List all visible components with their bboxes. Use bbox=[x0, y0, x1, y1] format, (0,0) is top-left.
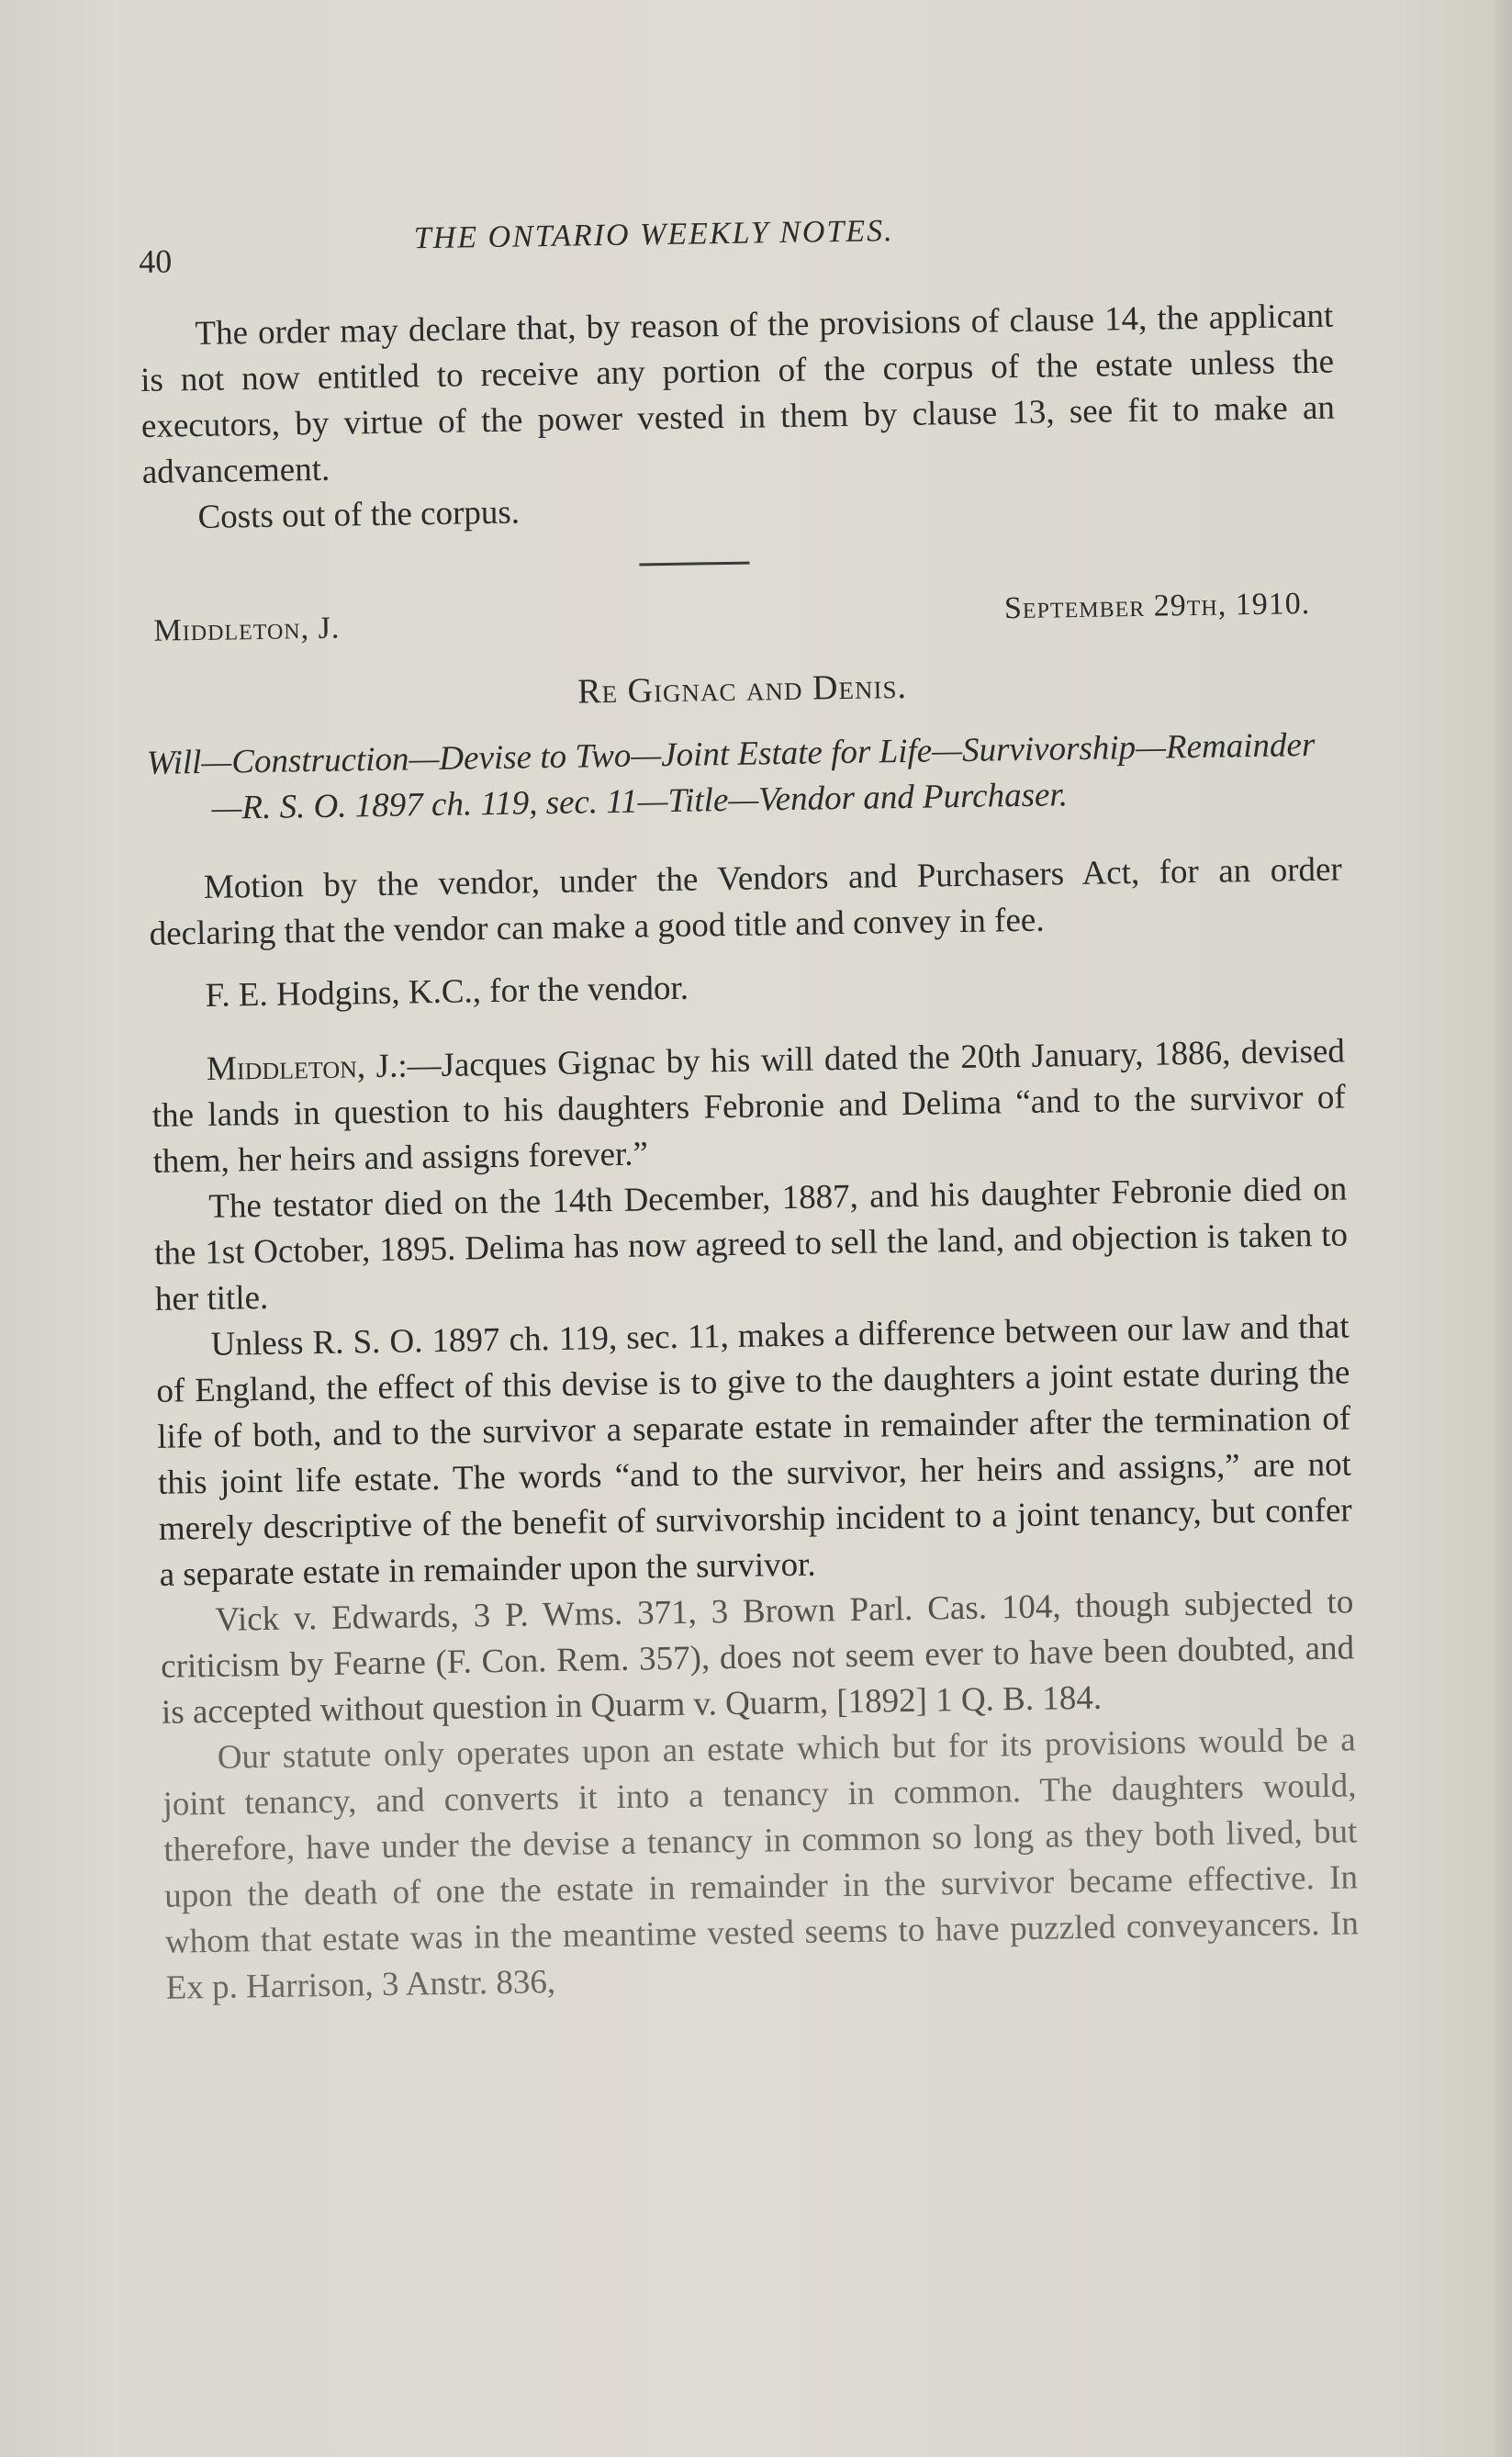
running-head: THE ONTARIO WEEKLY NOTES. bbox=[413, 214, 894, 256]
judgment-judge: Middleton, J. bbox=[206, 1047, 398, 1088]
counsel-line: F. E. Hodgins, K.C., for the vendor. bbox=[205, 969, 689, 1015]
case-byline bbox=[144, 578, 1338, 660]
judge-name: Middleton, J. bbox=[153, 611, 341, 648]
page-header bbox=[138, 174, 1332, 280]
motion-paragraph: Motion by the vendor, under the Vendors and Purchasers Act, for an order declaring that the vendor can make a good title and convey in fee. bbox=[149, 850, 1343, 953]
judgment-paragraph-1 bbox=[151, 1028, 1347, 1184]
costs-paragraph: Costs out of the corpus. bbox=[197, 493, 521, 537]
judgment-paragraph-1-text: :—Jacques Gignac by his will dated the 20th January, 1886, devised the lands in question to his daughters Febronie and Delima “and to the survivor of them, her heirs and assigns forever.” bbox=[151, 1032, 1346, 1181]
judgment-paragraph-3: Unless R. S. O. 1897 ch. 119, sec. 11, makes a difference between our law and that of England, the effect of this devise is to give to the daughters a joint estate during the life of both, and to the survivor a separate estate in remainder after the termination of this joint life estate. The words “and to the survivor, her heirs and assigns,” are not merely descriptive of the benefit of survivorship incident to a joint tenancy, but confer a separate estate in remainder upon the survivor. bbox=[156, 1307, 1353, 1594]
page-content bbox=[138, 174, 1360, 2012]
judgment-paragraph-4: Vick v. Edwards, 3 P. Wms. 371, 3 Brown Parl. Cas. 104, though subjected to criticism by Fearne (F. Con. Rem. 357), does not seem ever to have been doubted, and is accepted without question in Quarm v. Quarm, [1892] 1 Q. B. 184. bbox=[160, 1583, 1355, 1732]
section-divider bbox=[639, 562, 749, 567]
intro-paragraph: The order may declare that, by reason of the provisions of clause 14, the applicant is not now entitled to receive any portion of the corpus of the estate unless the executors, by virtue of the power vested in them by clause 13, see fit to make an advancement. bbox=[140, 297, 1336, 491]
page-edge bbox=[1492, 0, 1512, 2457]
case-title: Re Gignac and Denis. bbox=[577, 667, 908, 712]
decision-date: September 29th, 1910. bbox=[1003, 586, 1311, 626]
case-headnote: Will—Construction—Devise to Two—Joint Estate for Life—Survivorship—Remainder—R. S. O. 1897 ch. 119, sec. 11—Title—Vendor and Purchaser. bbox=[146, 725, 1316, 827]
judgment-paragraph-5: Our statute only operates upon an estate which but for its provisions would be a joint tenancy, and converts it into a tenancy in common. The daughters would, therefore, have under the devise a tenancy in common so long as they both lived, but upon the death of one the estate in remainder in the survivor became effective. In whom that estate was in the meantime vested seems to have puzzled conveyancers. In Ex p. Harrison, 3 Anstr. 836, bbox=[162, 1721, 1360, 2007]
judgment-paragraph-2: The testator died on the 14th December, 1887, and his daughter Febronie died on the 1st October, 1895. Delima has now agreed to sell the land, and objection is taken to her title. bbox=[153, 1170, 1349, 1318]
page-number: 40 bbox=[138, 242, 173, 280]
